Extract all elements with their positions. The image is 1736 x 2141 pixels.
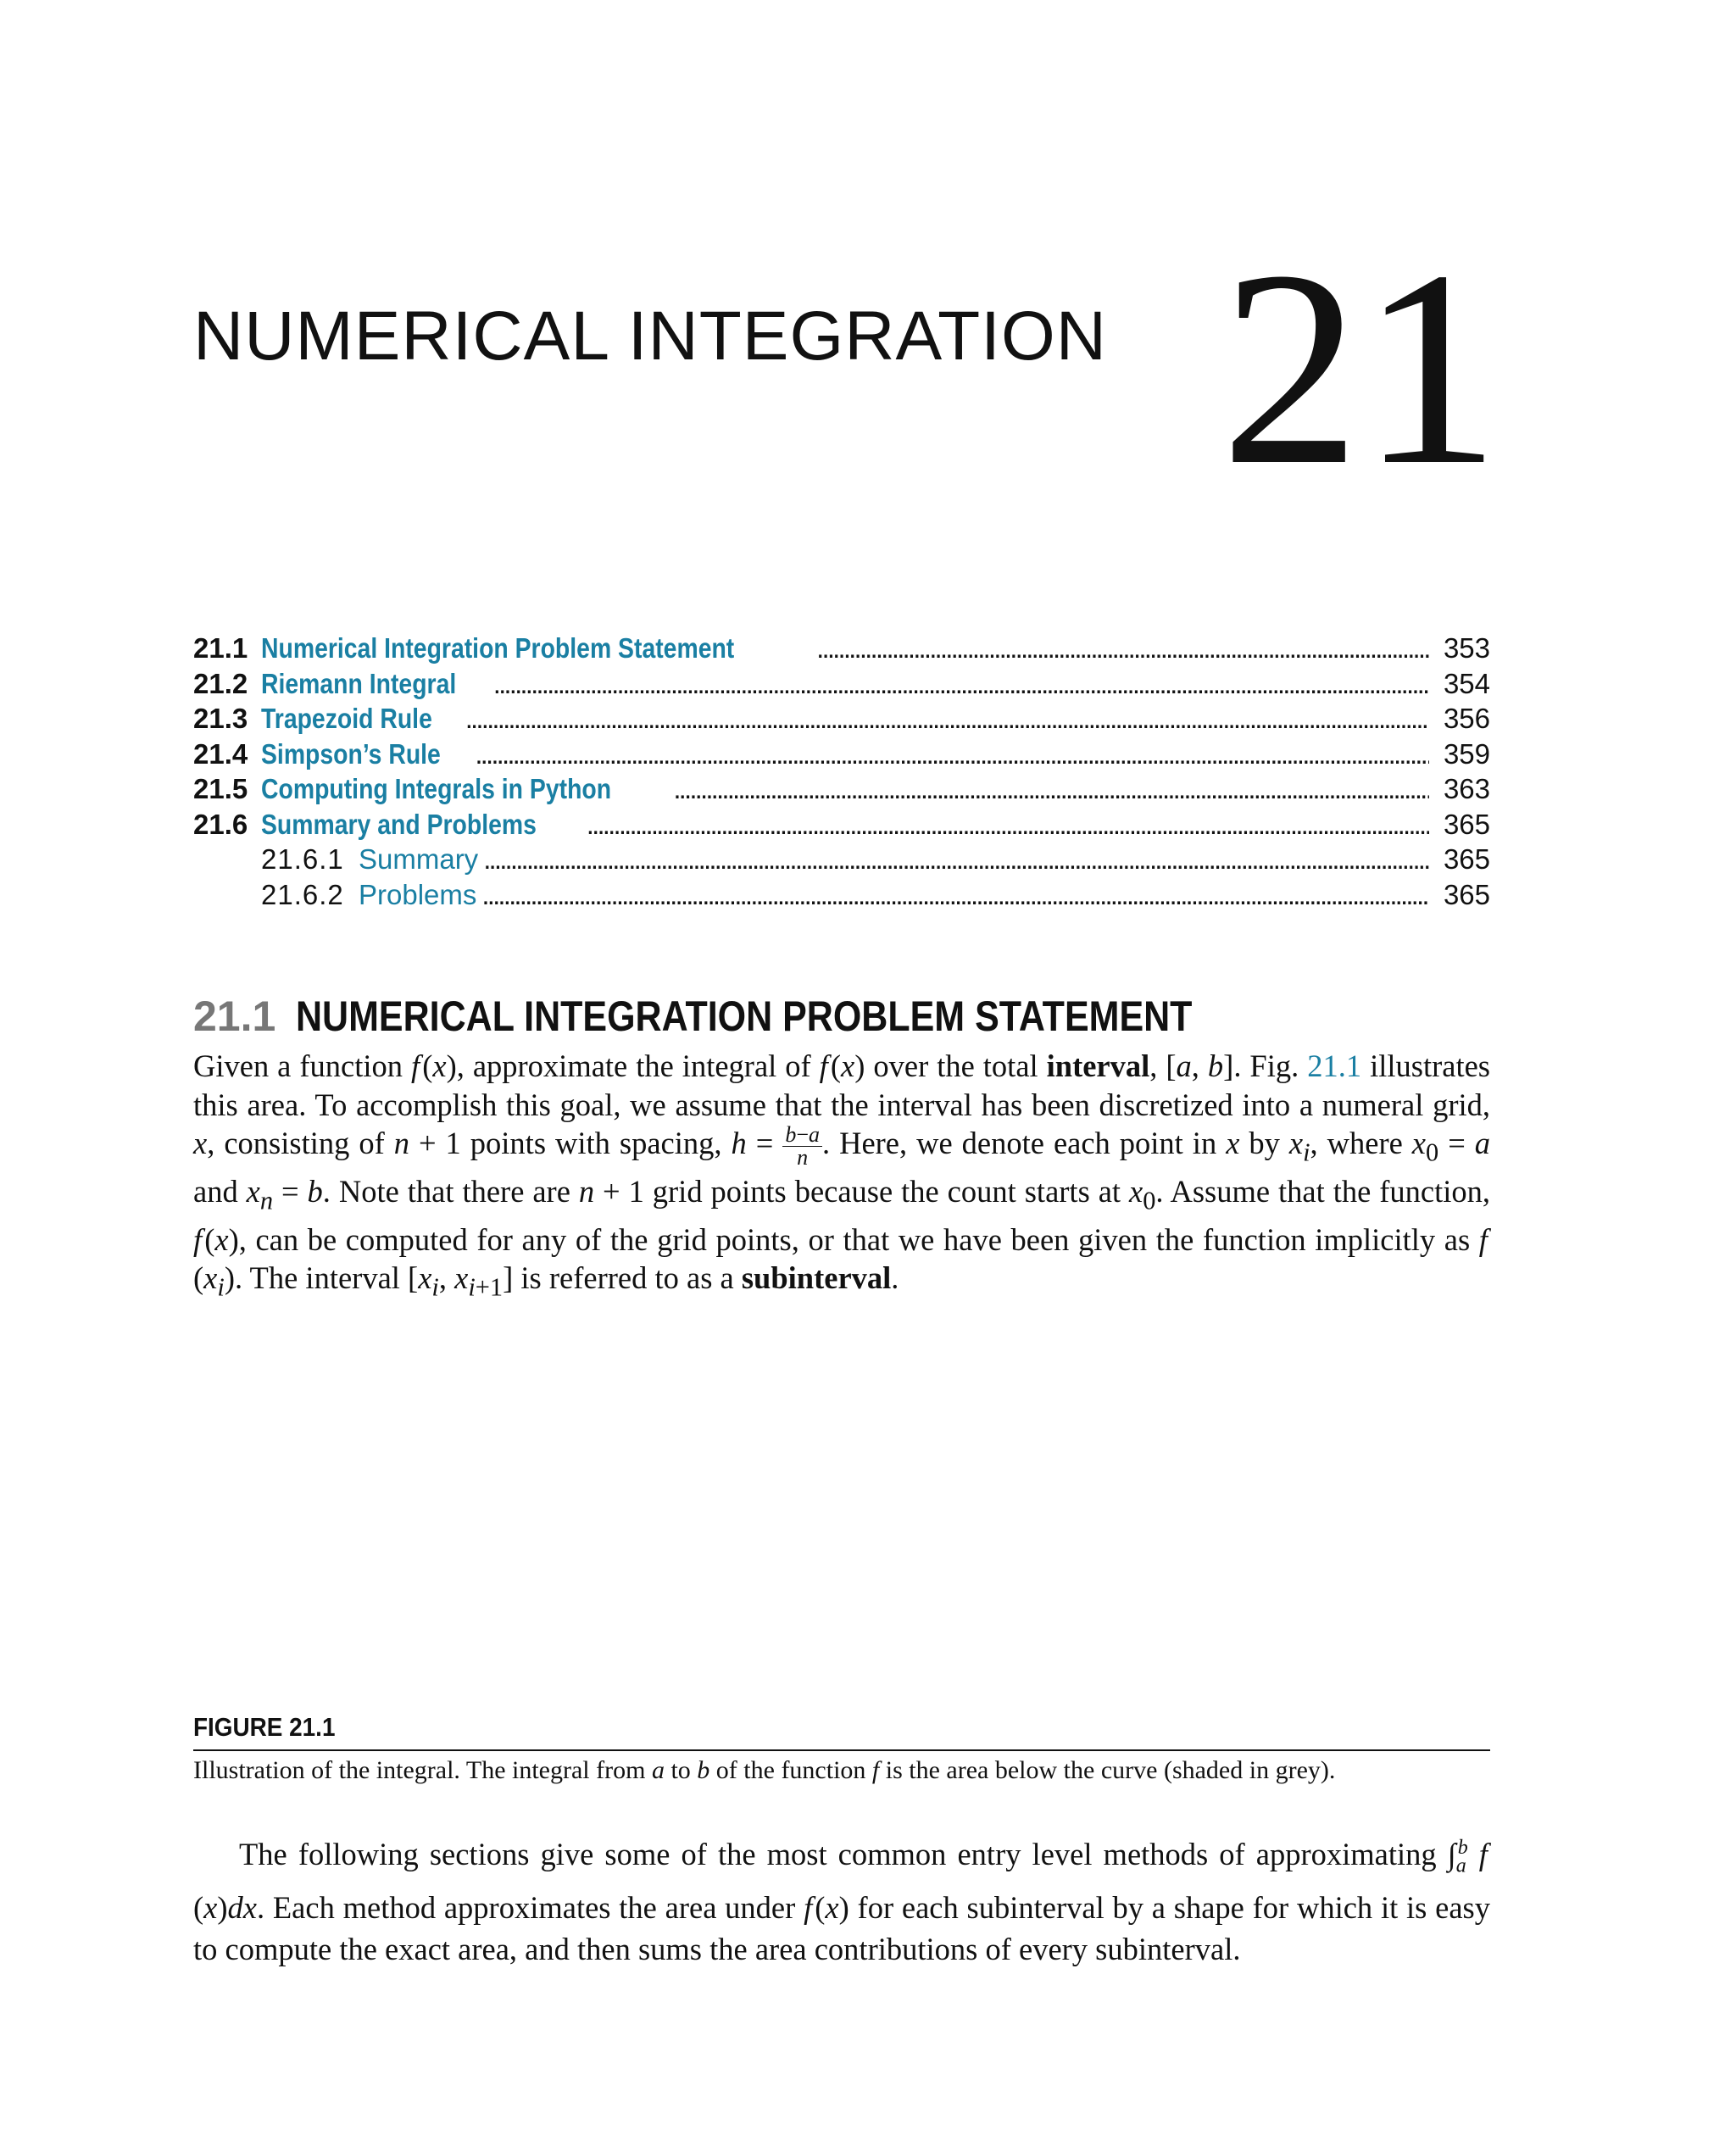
toc-entry-page: 356 bbox=[1443, 703, 1490, 734]
section-number: 21.1 bbox=[193, 993, 276, 1040]
section-title: NUMERICAL INTEGRATION PROBLEM STATEMENT bbox=[296, 993, 1193, 1040]
toc-entry-page: 365 bbox=[1443, 878, 1490, 910]
toc-entry-link[interactable]: Numerical Integration Problem Statement bbox=[261, 632, 735, 664]
toc-entry-link[interactable]: Riemann Integral bbox=[261, 667, 457, 699]
toc-leader-dots bbox=[475, 738, 1429, 770]
body-paragraph: The following sections give some of the most common entry level methods of approximating $\int_a^b$ f (x)dx. Each method approximates the area under f (x) for each subinterval by a shape for which it is easy to compute the exact area, and then sums the area contributions of every subinterval. bbox=[193, 1837, 1491, 1967]
figure-caption: Illustration of the integral. The integral from a to b of the function f is the area below the curve (shaded in grey). bbox=[193, 1756, 1336, 1784]
toc-entry[interactable] bbox=[193, 703, 1490, 738]
toc-subentry[interactable] bbox=[193, 843, 1490, 879]
chapter-number: 21 bbox=[1221, 214, 1500, 523]
toc-leader-dots bbox=[481, 879, 1429, 911]
toc-entry-number: 21.4 bbox=[193, 737, 248, 770]
toc-leader-dots bbox=[483, 843, 1429, 876]
toc-entry-number: 21.5 bbox=[193, 773, 248, 804]
toc-entry-page: 365 bbox=[1443, 808, 1490, 840]
toc-leader-dots bbox=[816, 632, 1429, 665]
toc-entry-number: 21.6.2 bbox=[261, 878, 344, 910]
toc-entry-link[interactable]: Computing Integrals in Python bbox=[261, 773, 612, 804]
figure-label: FIGURE 21.1 bbox=[193, 1712, 336, 1742]
term-subinterval: subinterval bbox=[741, 1260, 892, 1296]
table-of-contents bbox=[193, 632, 1490, 914]
toc-entry-number: 21.6 bbox=[193, 808, 248, 840]
figure-reference-link[interactable]: 21.1 bbox=[1307, 1048, 1362, 1083]
toc-entry-number: 21.2 bbox=[193, 667, 248, 699]
toc-subentry[interactable] bbox=[193, 879, 1490, 915]
toc-entry-link[interactable]: Problems bbox=[359, 878, 477, 910]
section-heading bbox=[193, 992, 1338, 1041]
integral-expression: $\int_a^b$ f (x)dx bbox=[193, 1837, 1491, 1926]
chapter-title: NUMERICAL INTEGRATION bbox=[193, 298, 1107, 375]
toc-entry-link[interactable]: Summary bbox=[359, 843, 479, 875]
toc-leader-dots bbox=[673, 773, 1429, 805]
toc-entry-link[interactable]: Trapezoid Rule bbox=[261, 703, 432, 734]
body-paragraph: Given a function f (x), approximate the integral of f (x) over the total interval, [a, b]. Fig. 21.1 illustrates this area. To accomplish this goal, we assume that the interval has been discretized into a numeral grid, x, consisting of n + 1 points with spacing, h = $\frac{b-a}{n}$ . Here, we denote each point in x by $x_i$, where $x_0 = a$ and $x_n = b$. Note that there are n + 1 grid points because the count starts at $x_0$. Assume that the function, f (x), can be computed for any of the grid points, or that we have been given the function implicitly as f $(x_i)$. The interval [$x_i$, $x_{i+1}$] is referred to as a subinterval. bbox=[193, 1048, 1491, 1302]
toc-entry-number: 21.6.1 bbox=[261, 843, 344, 875]
toc-entry[interactable] bbox=[193, 773, 1490, 809]
toc-entry-link[interactable]: Summary and Problems bbox=[261, 808, 537, 840]
toc-entry-number: 21.1 bbox=[193, 632, 248, 664]
toc-entry[interactable] bbox=[193, 668, 1490, 703]
toc-leader-dots bbox=[465, 703, 1429, 735]
toc-entry-number: 21.3 bbox=[193, 703, 248, 734]
toc-entry-page: 365 bbox=[1443, 843, 1490, 875]
toc-entry-page: 353 bbox=[1443, 632, 1490, 664]
term-interval: interval bbox=[1046, 1048, 1150, 1083]
toc-entry[interactable] bbox=[193, 738, 1490, 774]
toc-entry-page: 354 bbox=[1443, 667, 1490, 699]
toc-entry-link[interactable]: Simpson’s Rule bbox=[261, 737, 441, 770]
figure-placeholder bbox=[193, 1288, 1490, 1695]
toc-entry-page: 359 bbox=[1443, 737, 1490, 770]
toc-leader-dots bbox=[493, 668, 1429, 700]
fraction: $\frac{b-a}{n}$ bbox=[782, 1124, 822, 1169]
toc-leader-dots bbox=[587, 809, 1429, 841]
toc-entry[interactable] bbox=[193, 809, 1490, 844]
figure-divider bbox=[193, 1749, 1490, 1751]
toc-entry-page: 363 bbox=[1443, 773, 1490, 804]
toc-entry[interactable] bbox=[193, 632, 1490, 668]
